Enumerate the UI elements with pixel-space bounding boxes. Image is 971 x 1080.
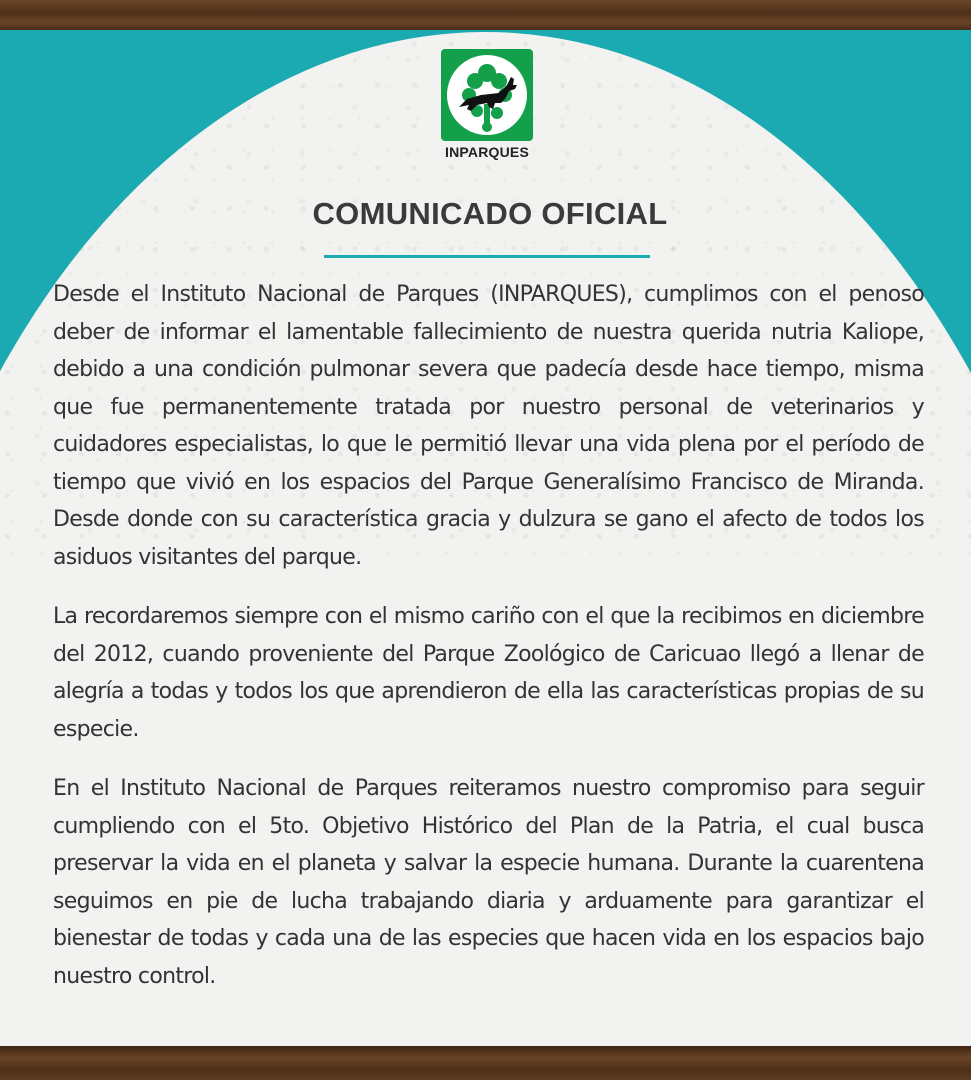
inparques-logo — [441, 49, 533, 141]
title-divider — [324, 255, 650, 258]
wood-frame-top — [0, 0, 971, 32]
paragraph-2: La recordaremos siempre con el mismo cariño con el que la recibimos en diciembre del 2012, cuando proveniente del Parque Zoológico de Caricuao llegó a llenar de alegría a todas y todos los que aprendieron de ella las características propias de su especie. — [53, 604, 924, 742]
logo-name: INPARQUES — [445, 144, 529, 160]
wood-frame-bottom — [0, 1046, 971, 1080]
deer-tree-logo-icon — [441, 49, 533, 141]
communique-body — [53, 276, 924, 1017]
page-title: COMUNICADO OFICIAL — [312, 196, 668, 231]
paragraph-1: Desde el Instituto Nacional de Parques (INPARQUES), cumplimos con el penoso deber de informar el lamentable fallecimiento de nuestra querida nutria Kaliope, debido a una condición pulmonar severa que padecía desde hace tiempo, misma que fue permanentemente tratada por nuestro personal de veterinarios y cuidadores especialistas, lo que le permitió llevar una vida plena por el período de tiempo que vivió en los espacios del Parque Generalísimo Francisco de Miranda. Desde donde con su característica gracia y dulzura se gano el afecto de todos los asiduos visitantes del parque. — [53, 282, 924, 570]
paragraph-3: En el Instituto Nacional de Parques reiteramos nuestro compromiso para seguir cumpliendo con el 5to. Objetivo Histórico del Plan de la Patria, el cual busca preservar la vida en el planeta y salvar la especie humana. Durante la cuarentena seguimos en pie de lucha trabajando diaria y arduamente para garantizar el bienestar de todas y cada una de las especies que hacen vida en los espacios bajo nuestro control. — [53, 776, 924, 989]
